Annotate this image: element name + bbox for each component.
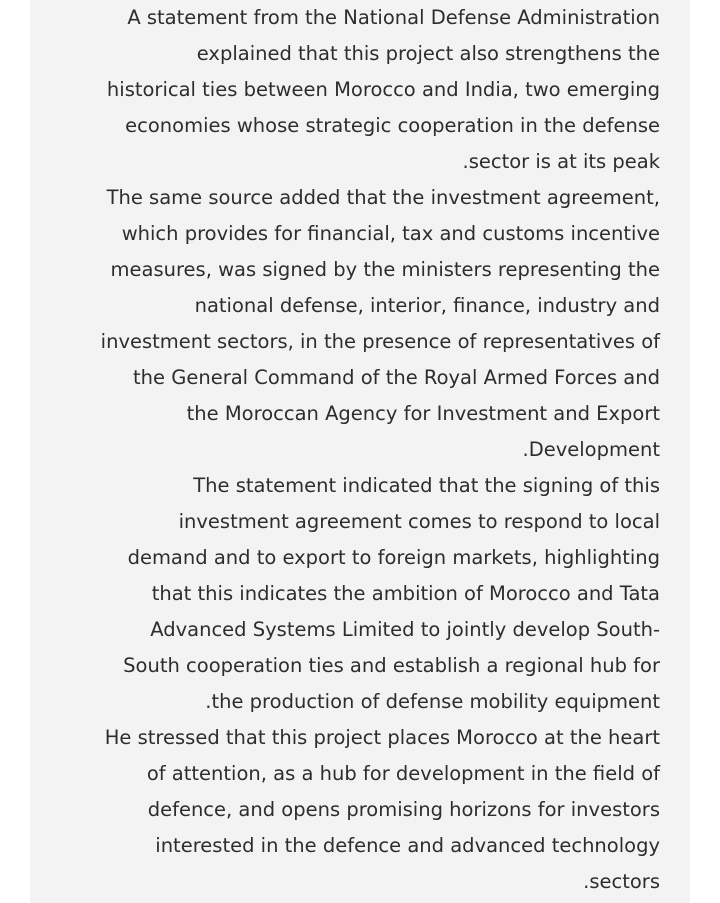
text-line: interested in the defence and advanced technology <box>155 834 660 857</box>
text-line: historical ties between Morocco and India, two emerging <box>106 78 660 101</box>
text-line: which provides for financial, tax and customs incentive <box>121 222 660 245</box>
text-line: measures, was signed by the ministers representing the <box>110 258 660 281</box>
text-line: The same source added that the investment agreement, <box>106 186 660 209</box>
text-line: .the production of defense mobility equipment <box>205 690 660 713</box>
text-line: the General Command of the Royal Armed Forces and <box>133 366 660 389</box>
text-line: defence, and opens promising horizons for investors <box>147 798 660 821</box>
article-panel <box>30 0 690 903</box>
article-body <box>60 0 660 900</box>
text-line: He stressed that this project places Morocco at the heart <box>104 726 660 749</box>
text-line: investment sectors, in the presence of representatives of <box>100 330 660 353</box>
text-line: A statement from the National Defense Administration <box>127 6 660 29</box>
text-line: explained that this project also strengthens the <box>196 42 660 65</box>
text-line: The statement indicated that the signing of this <box>193 474 660 497</box>
text-line: investment agreement comes to respond to local <box>178 510 660 533</box>
text-line: economies whose strategic cooperation in the defense <box>125 114 660 137</box>
text-line: .Development <box>522 438 660 461</box>
text-line: of attention, as a hub for development in the field of <box>146 762 660 785</box>
text-line: demand and to export to foreign markets, highlighting <box>127 546 660 569</box>
paragraph-3 <box>60 468 660 720</box>
text-line: Advanced Systems Limited to jointly develop South- <box>150 618 660 641</box>
text-line: that this indicates the ambition of Morocco and Tata <box>151 582 660 605</box>
paragraph-2 <box>60 180 660 468</box>
text-line: .sector is at its peak <box>462 150 660 173</box>
text-line: South cooperation ties and establish a regional hub for <box>123 654 660 677</box>
paragraph-4 <box>60 720 660 900</box>
text-line: .sectors <box>583 870 660 893</box>
paragraph-1 <box>60 0 660 180</box>
text-line: the Moroccan Agency for Investment and Export <box>186 402 660 425</box>
text-line: national defense, interior, finance, industry and <box>194 294 660 317</box>
